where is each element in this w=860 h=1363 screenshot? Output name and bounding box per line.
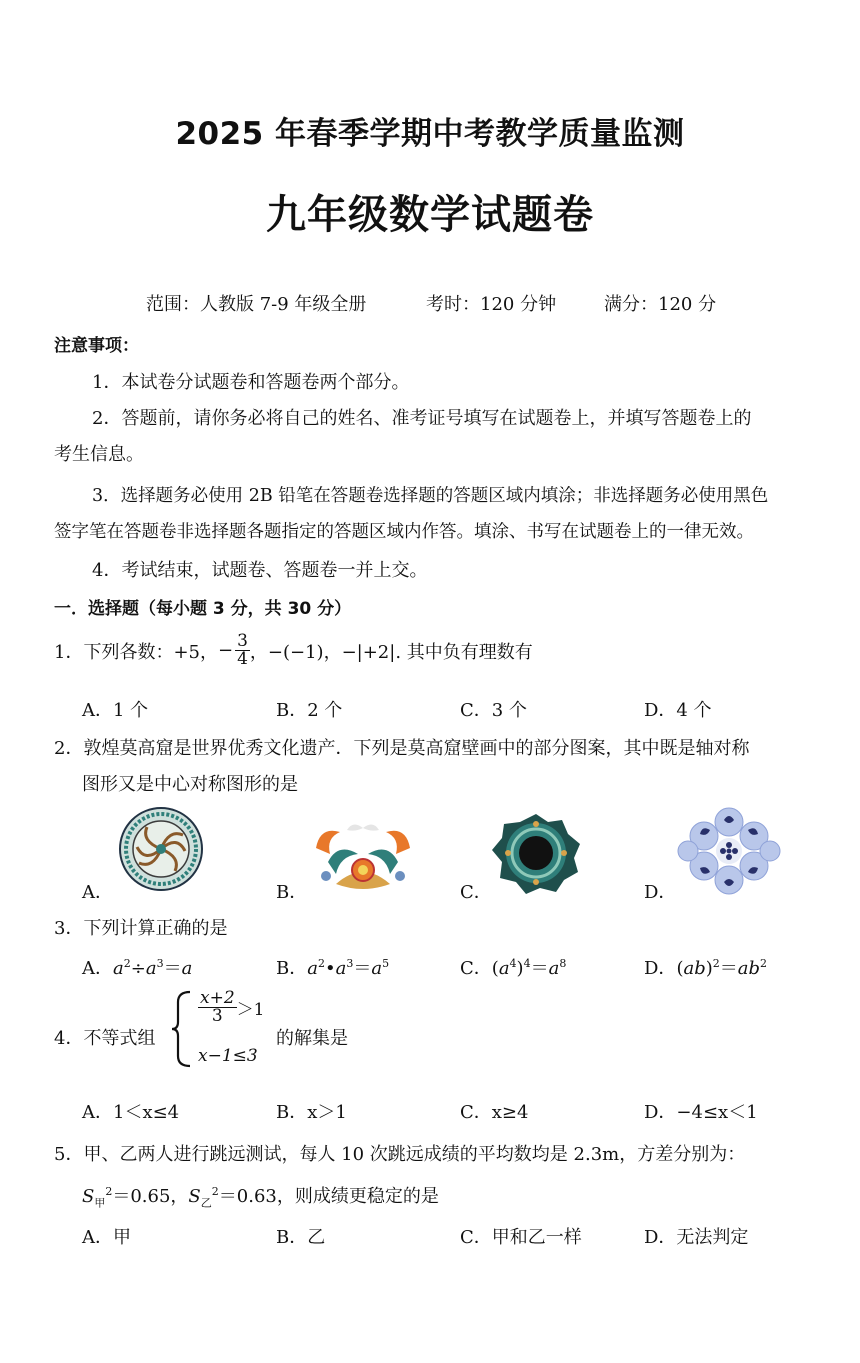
- q5-option-c: C．甲和乙一样: [460, 1227, 582, 1248]
- exam-time: 考时：120 分钟: [426, 294, 557, 315]
- q4-suffix: 的解集是: [276, 1028, 348, 1049]
- q1-option-c: C．3 个: [460, 700, 527, 721]
- question-2-line-1: 2．敦煌莫高窟是世界优秀文化遗产．下列是莫高窟壁画中的部分图案，其中既是轴对称: [54, 738, 750, 759]
- q1-frac-num: 3: [237, 631, 248, 651]
- q4-prefix: 4．不等式组: [54, 1028, 156, 1049]
- notice-item-2-line-2: 考生信息。: [54, 444, 144, 465]
- exam-scope: 范围：人教版 7-9 年级全册: [146, 294, 367, 315]
- notice-item-3-line-2: 签字笔在答题卷非选择题各题指定的答题区域内作答。填涂、书写在试题卷上的一律无效。: [54, 522, 754, 542]
- question-1-stem: [54, 633, 533, 668]
- q4-option-d: D．−4≤x＜1: [644, 1102, 758, 1123]
- q4-ineq1-den: 3: [211, 1006, 223, 1026]
- question-5-line-2: $S_甲^2=0.65$，$S_乙^2=0.63$，则成绩更稳定的是: [82, 1185, 439, 1210]
- q1-suffix: ，−(−1)，−|+2|. 其中负有理数有: [249, 641, 533, 663]
- q4-inequality-2: x−1≤3: [198, 1046, 258, 1066]
- q1-fraction: [235, 633, 250, 668]
- notice-item-2-line-1: 2．答题前，请你务必将自己的姓名、准考证号填写在试题卷上，并填写答题卷上的: [92, 408, 752, 429]
- notice-heading: 注意事项：: [54, 336, 139, 356]
- section-1-heading: 一．选择题（每小题 3 分，共 30 分）: [54, 599, 352, 619]
- q4-ineq1-rel: ＞1: [236, 1000, 265, 1020]
- q3-option-b: B．$a^2•a^3=a^5$: [276, 957, 390, 979]
- q4-ineq1-num: x+2: [200, 988, 235, 1008]
- notice-item-3-line-1: 3．选择题务必使用 2B 铅笔在答题卷选择题的答题区域内填涂；非选择题务必使用黑色: [92, 486, 769, 506]
- exam-title: 2025 年春季学期中考教学质量监测: [175, 116, 685, 152]
- question-2-line-2: 图形又是中心对称图形的是: [82, 774, 298, 795]
- q4-option-c: C．x≥4: [460, 1102, 529, 1123]
- q3-option-d: D．$(ab)^2=ab^2$: [644, 957, 768, 979]
- q4-ineq1-fraction: [198, 990, 237, 1025]
- q4-brace: [170, 990, 194, 1068]
- notice-item-1: 1．本试卷分试题卷和答题卷两个部分。: [92, 372, 410, 393]
- q3-option-c: C．$(a^4)^4=a^8$: [460, 957, 567, 979]
- q5-option-a: A．甲: [82, 1227, 131, 1248]
- exam-full-score: 满分：120 分: [604, 294, 717, 315]
- q1-option-d: D．4 个: [644, 700, 712, 721]
- q5-option-b: B．乙: [276, 1227, 326, 1248]
- q1-frac-den: 4: [237, 649, 248, 669]
- q2-pattern-d-image: [676, 806, 782, 896]
- q2-pattern-b-image: [306, 818, 420, 894]
- q4-option-a: A．1＜x≤4: [82, 1102, 180, 1123]
- q1-option-a: A．1 个: [82, 700, 149, 721]
- q2-pattern-a-image: [112, 806, 210, 892]
- q3-option-a: A．$a^2\div a^3=a$: [82, 957, 193, 979]
- q1-frac-sign: −: [218, 640, 234, 661]
- q1-prefix: 1．下列各数：+5，: [54, 641, 218, 663]
- q1-option-b: B．2 个: [276, 700, 343, 721]
- q2-option-b-label: B．: [276, 882, 308, 903]
- q2-option-d-label: D．: [644, 882, 677, 903]
- q4-inequality-1: [198, 990, 264, 1025]
- question-5-line-1: 5．甲、乙两人进行跳远测试，每人 10 次跳远成绩的平均数均是 2.3m，方差分别为：: [54, 1144, 746, 1165]
- paper-title: 九年级数学试题卷: [266, 191, 594, 238]
- q5-option-d: D．无法判定: [644, 1227, 749, 1248]
- q2-pattern-c-image: [490, 810, 582, 896]
- q2-option-c-label: C．: [460, 882, 492, 903]
- q2-option-a-label: A．: [82, 882, 113, 903]
- q4-option-b: B．x＞1: [276, 1102, 347, 1123]
- notice-item-4: 4．考试结束，试题卷、答题卷一并上交。: [92, 560, 428, 581]
- question-3-stem: 3．下列计算正确的是: [54, 918, 228, 939]
